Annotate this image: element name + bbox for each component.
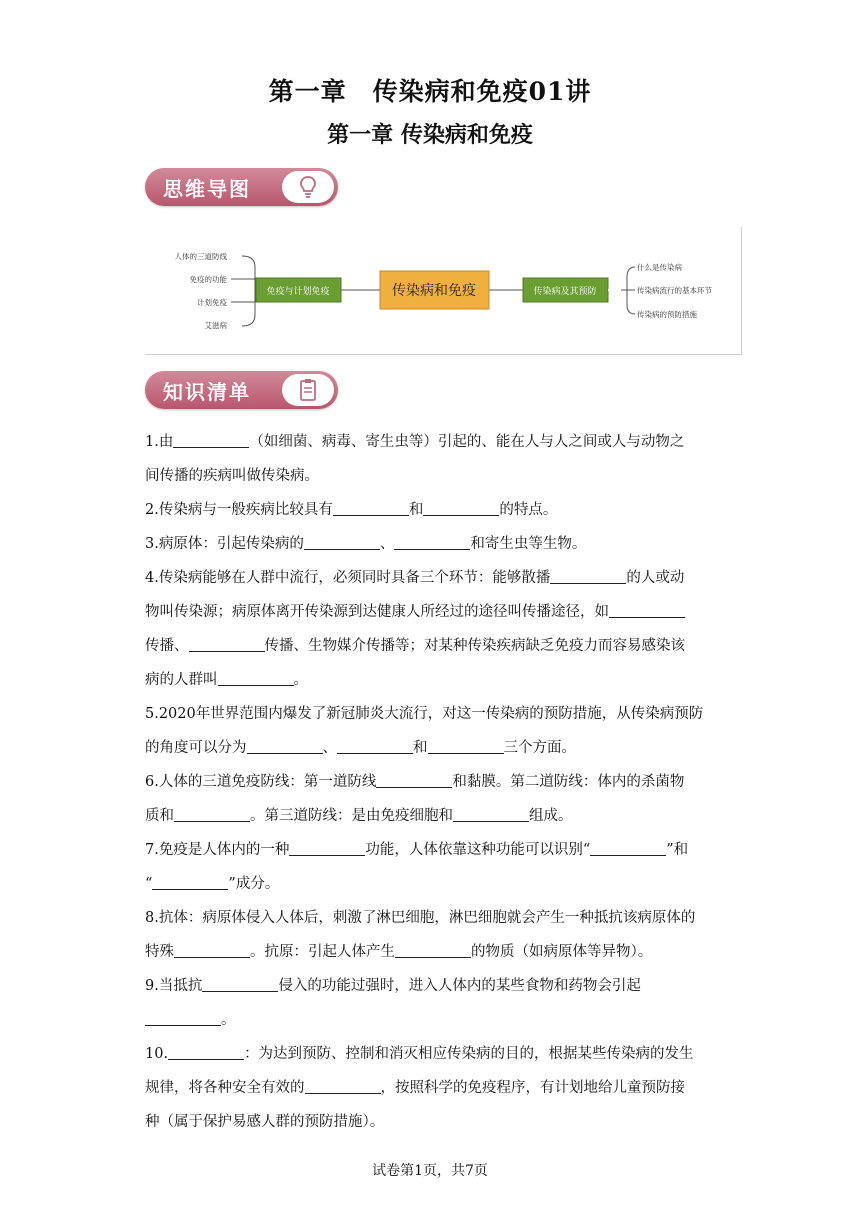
mindmap-left-item: 免疫的功能	[189, 275, 227, 284]
q5-text: 和	[413, 740, 428, 756]
q6-text: 和黏膜。第二道防线：体内的杀菌物	[452, 774, 685, 790]
answer-blank[interactable]	[304, 533, 380, 550]
answer-blank[interactable]	[173, 431, 249, 448]
answer-blank[interactable]	[189, 635, 265, 652]
mindmap-right-item: 传染病流行的基本环节	[637, 286, 712, 295]
question-5	[145, 697, 725, 765]
knowledge-banner	[145, 371, 338, 409]
answer-blank[interactable]	[247, 737, 323, 754]
answer-blank[interactable]	[174, 805, 250, 822]
section-title: 第一章 传染病和免疫	[327, 122, 533, 148]
clipboard-icon	[282, 374, 334, 406]
q2-text: 2.传染病与一般疾病比较具有	[145, 502, 333, 518]
answer-blank[interactable]	[333, 499, 409, 516]
mindmap-left-item: 艾滋病	[204, 321, 227, 330]
q10-text: ，按照科学的免疫程序，有计划地给儿童预防接	[380, 1080, 685, 1096]
q2-text: 的特点。	[499, 502, 558, 518]
q10-text: 规律，将各种安全有效的	[145, 1080, 305, 1096]
question-3	[145, 527, 725, 561]
mindmap-banner	[145, 168, 338, 206]
answer-blank[interactable]	[289, 839, 365, 856]
q9-text: 。	[221, 1012, 236, 1028]
q4-text: 传播、生物媒介传播等；对某种传染疾病缺乏免疫力而容易感染该	[264, 638, 685, 654]
answer-blank[interactable]	[145, 1009, 221, 1026]
q3-text: 、	[379, 536, 395, 552]
question-10	[145, 1037, 725, 1139]
q4-text: 物叫传染源；病原体离开传染源到达健康人所经过的途径叫传播途径，如	[145, 604, 609, 620]
answer-blank[interactable]	[428, 737, 504, 754]
q6-text: 组成。	[529, 808, 573, 824]
q4-text: 4.传染病能够在人群中流行，必须同时具备三个环节：能够散播	[145, 570, 551, 586]
answer-blank[interactable]	[305, 1077, 381, 1094]
q8-text: 的物质（如病原体等异物）。	[471, 944, 653, 960]
q5-text: 5.2020年世界范围内爆发了新冠肺炎大流行，对这一传染病的预防措施，从传染病预防	[145, 706, 704, 722]
q2-text: 和	[408, 502, 424, 518]
q4-text: 病的人群叫	[145, 672, 218, 688]
q4-text: 传播、	[145, 638, 189, 654]
mindmap-banner-label: 思维导图	[163, 177, 251, 201]
mind-map	[145, 227, 742, 355]
q10-text: 种（属于保护易感人群的预防措施）。	[145, 1114, 385, 1130]
q6-text: 。第三道防线：是由免疫细胞和	[250, 808, 453, 824]
mindmap-right-item: 什么是传染病	[637, 263, 682, 272]
q6-text: 6.人体的三道免疫防线：第一道防线	[145, 774, 377, 790]
answer-blank[interactable]	[395, 941, 471, 958]
question-7	[145, 833, 725, 901]
mindmap-left-item: 计划免疫	[197, 298, 227, 307]
q7-text: “	[145, 876, 153, 892]
answer-blank[interactable]	[218, 669, 294, 686]
answer-blank[interactable]	[394, 533, 470, 550]
q9-text: 9.当抵抗	[145, 978, 203, 994]
q7-text: 功能，人体依靠这种功能可以识别“	[365, 842, 591, 858]
lightbulb-icon	[282, 171, 334, 203]
q1-text: 1.由	[145, 434, 174, 450]
mindmap-center-node: 传染病和免疫	[392, 283, 476, 299]
q3-text: 和寄生虫等生物。	[470, 536, 587, 552]
answer-blank[interactable]	[423, 499, 499, 516]
answer-blank[interactable]	[453, 805, 529, 822]
q5-text: 、	[322, 740, 337, 756]
q6-text: 质和	[145, 808, 174, 824]
answer-blank[interactable]	[152, 873, 228, 890]
q8-text: 8.抗体：病原体侵入人体后，刺激了淋巴细胞，淋巴细胞就会产生一种抵抗该病原体的	[145, 910, 696, 926]
q4-text: 的人或动	[626, 570, 685, 586]
question-2	[145, 493, 725, 527]
q10-text: ：为达到预防、控制和消灭相应传染病的目的，根据某些传染病的发生	[244, 1046, 694, 1062]
question-8	[145, 901, 725, 969]
q1-text: 间传播的疾病叫做传染病。	[145, 468, 319, 484]
q4-text: 。	[293, 672, 308, 688]
mindmap-right-node: 传染病及其预防	[533, 287, 597, 297]
q1-text: （如细菌、病毒、寄生虫等）引起的、能在人与人之间或人与动物之	[249, 434, 685, 450]
answer-blank[interactable]	[590, 839, 666, 856]
answer-blank[interactable]	[174, 941, 250, 958]
q8-text: 特殊	[145, 944, 174, 960]
answer-blank[interactable]	[337, 737, 413, 754]
q5-text: 的角度可以分为	[145, 740, 247, 756]
question-4	[145, 561, 725, 697]
q5-text: 三个方面。	[503, 740, 576, 756]
q10-text: 10.	[145, 1046, 169, 1062]
page-footer: 试卷第1页，共7页	[372, 1163, 488, 1179]
q7-text: 7.免疫是人体内的一种	[145, 842, 290, 858]
mindmap-left-item: 人体的三道防线	[174, 252, 227, 261]
answer-blank[interactable]	[609, 601, 685, 618]
q8-text: 。抗原：引起人体产生	[250, 944, 395, 960]
question-1	[145, 425, 725, 493]
q3-text: 3.病原体：引起传染病的	[145, 536, 304, 552]
question-6	[145, 765, 725, 833]
q7-text: ”成分。	[228, 876, 280, 892]
answer-blank[interactable]	[168, 1043, 244, 1060]
answer-blank[interactable]	[202, 975, 278, 992]
page-title: 第一章 传染病和免疫01讲	[268, 77, 592, 106]
mindmap-right-item: 传染病的预防措施	[637, 310, 697, 319]
answer-blank[interactable]	[376, 771, 452, 788]
q9-text: 侵入的功能过强时，进入人体内的某些食物和药物会引起	[278, 978, 641, 994]
mindmap-left-node: 免疫与计划免疫	[266, 287, 330, 297]
question-9	[145, 969, 725, 1037]
answer-blank[interactable]	[550, 567, 626, 584]
q7-text: ”和	[666, 842, 689, 858]
knowledge-banner-label: 知识清单	[163, 380, 251, 404]
